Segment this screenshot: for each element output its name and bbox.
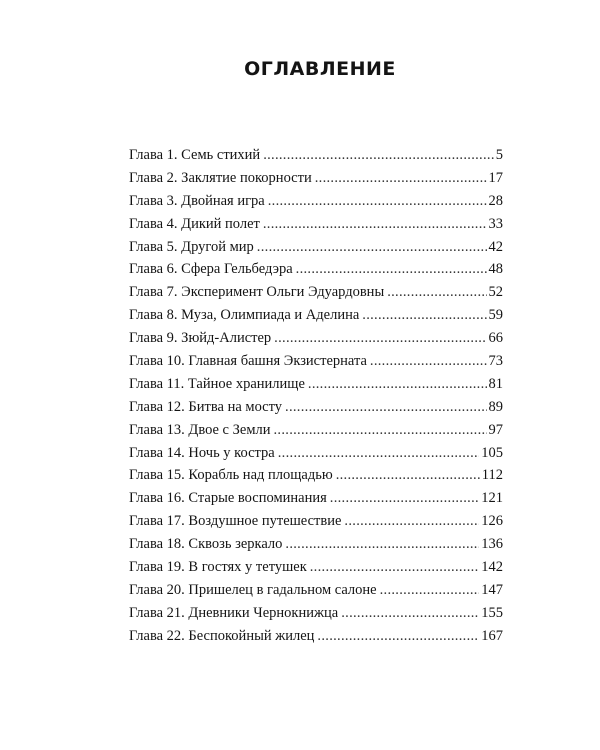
toc-entry-page-number: 73 <box>488 353 503 370</box>
toc-entry <box>129 376 503 399</box>
dot-leader <box>257 239 487 256</box>
dot-leader <box>278 445 480 462</box>
toc-entry-label: Глава 18. Сквозь зеркало <box>129 536 283 553</box>
toc-entry <box>129 399 503 422</box>
dot-leader <box>387 284 486 301</box>
toc-entry-page-number: 142 <box>481 559 503 576</box>
toc-entry-label: Глава 8. Муза, Олимпиада и Аделина <box>129 307 360 324</box>
toc-entry-label: Глава 7. Эксперимент Ольги Эдуардовны <box>129 284 385 301</box>
toc-entry <box>129 605 503 628</box>
toc-entry <box>129 239 503 262</box>
dot-leader <box>362 307 486 324</box>
dot-leader <box>285 399 486 416</box>
toc-entry-page-number: 59 <box>488 307 503 324</box>
dot-leader <box>344 513 479 530</box>
toc-entry-page-number: 33 <box>488 215 503 232</box>
toc-entry <box>129 147 503 170</box>
dot-leader <box>268 193 487 210</box>
dot-leader <box>296 261 487 278</box>
toc-entry-page-number: 89 <box>488 398 503 415</box>
dot-leader <box>370 353 487 370</box>
toc-entry-label: Глава 15. Корабль над площадью <box>129 467 333 484</box>
toc-entry-label: Глава 13. Двое с Земли <box>129 421 271 438</box>
toc-entry-label: Глава 14. Ночь у костра <box>129 444 275 461</box>
toc-entry <box>129 330 503 353</box>
toc-entry <box>129 422 503 445</box>
toc-entry <box>129 559 503 582</box>
toc-entry-page-number: 28 <box>488 192 503 209</box>
toc-entry-label: Глава 6. Сфера Гельбедэра <box>129 261 293 278</box>
toc-entry-label: Глава 10. Главная башня Экзистерната <box>129 353 367 370</box>
toc-entry-page-number: 147 <box>481 581 503 598</box>
dot-leader <box>341 605 479 622</box>
toc-entry-page-number: 121 <box>481 490 503 507</box>
toc-entry-label: Глава 11. Тайное хранилище <box>129 375 305 392</box>
toc-entry-page-number: 5 <box>495 147 503 163</box>
toc-entry <box>129 170 503 193</box>
toc-entry-page-number: 66 <box>488 330 503 347</box>
dot-leader <box>317 628 479 645</box>
toc-entry-page-number: 52 <box>488 284 503 301</box>
dot-leader <box>310 559 480 576</box>
dot-leader <box>330 490 479 507</box>
toc-entry <box>129 467 503 490</box>
toc-entry <box>129 445 503 468</box>
toc-entry-page-number: 112 <box>481 467 503 484</box>
toc-entry <box>129 490 503 513</box>
toc-entry-label: Глава 19. В гостях у тетушек <box>129 559 307 576</box>
toc-entry-label: Глава 20. Пришелец в гадальном салоне <box>129 581 377 598</box>
toc-entry-label: Глава 4. Дикий полет <box>129 215 260 232</box>
page-title: ОГЛАВЛЕНИЕ <box>244 58 396 80</box>
dot-leader <box>285 536 479 553</box>
dot-leader <box>274 422 487 439</box>
toc-entry-page-number: 17 <box>488 169 503 186</box>
toc-entry-page-number: 105 <box>481 444 503 461</box>
toc-entry-page-number: 48 <box>488 261 503 278</box>
toc-entry <box>129 513 503 536</box>
toc-entry-label: Глава 21. Дневники Чернокнижца <box>129 604 339 621</box>
toc-entry <box>129 193 503 216</box>
dot-leader <box>380 582 480 599</box>
toc-entry-label: Глава 12. Битва на мосту <box>129 398 283 415</box>
dot-leader <box>274 330 486 347</box>
dot-leader <box>263 216 487 233</box>
dot-leader <box>308 376 487 393</box>
toc-entry-label: Глава 2. Заклятие покорности <box>129 169 312 186</box>
dot-leader <box>336 467 480 484</box>
toc-entry-page-number: 136 <box>481 536 503 553</box>
toc-entry <box>129 628 503 651</box>
toc-entry <box>129 284 503 307</box>
dot-leader <box>263 147 494 164</box>
toc-entry-page-number: 81 <box>488 375 503 392</box>
toc-entry-page-number: 155 <box>481 604 503 621</box>
toc-entry-label: Глава 5. Другой мир <box>129 238 254 255</box>
toc-entry-page-number: 126 <box>481 513 503 530</box>
toc-entry-page-number: 97 <box>488 421 503 438</box>
toc-entry-label: Глава 22. Беспокойный жилец <box>129 627 315 644</box>
toc-entry-label: Глава 16. Старые воспоминания <box>129 490 327 507</box>
toc-entry-label: Глава 17. Воздушное путешествие <box>129 513 342 530</box>
toc-entry <box>129 261 503 284</box>
toc-entry-label: Глава 9. Зюйд-Алистер <box>129 330 272 347</box>
toc-entry <box>129 307 503 330</box>
toc-entry-label: Глава 3. Двойная игра <box>129 192 265 209</box>
toc-entry <box>129 582 503 605</box>
toc-entry <box>129 536 503 559</box>
toc-entry-page-number: 42 <box>488 238 503 255</box>
toc-entry <box>129 353 503 376</box>
toc-entry <box>129 216 503 239</box>
dot-leader <box>315 170 487 187</box>
toc-entry-label: Глава 1. Семь стихий <box>129 147 261 163</box>
toc-entry-page-number: 167 <box>481 627 503 644</box>
table-of-contents <box>129 147 503 651</box>
